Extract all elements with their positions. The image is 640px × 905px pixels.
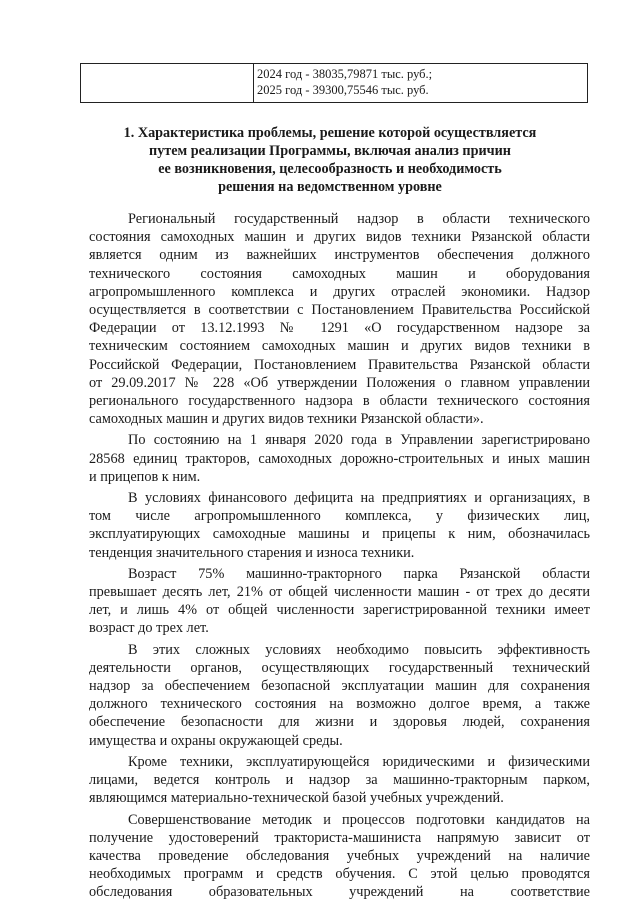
paragraph-line: осуществляется в соответствии с Постановлением Правительства Российской	[89, 302, 590, 319]
paragraph-line: надзор за обеспечением безопасной эксплуатации машин для сохранения	[89, 678, 590, 695]
paragraph-line: технического состояния самоходных машин и оборудования	[89, 265, 590, 282]
paragraph-line: эксплуатирующих самоходные машины и прицепы к ним, обозначилась	[89, 526, 590, 543]
budget-table-row	[81, 64, 588, 103]
paragraph	[89, 811, 590, 902]
paragraph-line: деятельности органов, осуществляющих государственный технический	[89, 659, 590, 676]
paragraph-line: техническим состоянием самоходных машин и других видов техники в	[89, 338, 590, 355]
paragraph-line: являющимся материально-технической базой учебных учреждений.	[89, 790, 504, 807]
paragraph-line: В условиях финансового дефицита на предприятиях и организациях, в	[128, 490, 590, 507]
paragraph-line: По состоянию на 1 января 2020 года в Управлении зарегистрировано	[128, 432, 590, 449]
budget-line-2025: 2025 год - 39300,75546 тыс. руб.	[257, 83, 429, 97]
section-heading	[110, 124, 550, 196]
paragraph-line: от 29.09.2017 № 228 «Об утверждении Положения о главном управлении	[89, 374, 590, 391]
paragraph-line: лет, и лишь 4% от общей численности зарегистрированной техники имеет	[89, 602, 590, 619]
paragraph	[89, 210, 590, 428]
paragraph-line: тенденция значительного старения и износа техники.	[89, 544, 415, 561]
paragraph-line: превышает десять лет, 21% от общей численности машин - от трех до десяти	[89, 584, 590, 601]
paragraph	[89, 753, 590, 808]
paragraph-line: обеспечение безопасности для жизни и здоровья людей, сохранения	[89, 714, 590, 731]
paragraph-line: получение удостоверений тракториста-машиниста напрямую зависит от	[89, 829, 590, 846]
paragraph-line: регионального государственного надзора в области технического состояния	[89, 393, 590, 410]
paragraph	[89, 565, 590, 638]
paragraph-line: Федерации от 13.12.1993 № 1291 «О государственном надзоре за	[89, 320, 590, 337]
budget-line-2024: 2024 год - 38035,79871 тыс. руб.;	[257, 67, 433, 81]
paragraph-line: качества проведение обследования учебных учреждений на наличие	[89, 847, 590, 864]
paragraph-line: Региональный государственный надзор в области технического	[128, 211, 590, 227]
paragraph-line: является одним из важнейших инструментов обеспечения должного	[89, 247, 590, 264]
paragraph	[89, 641, 590, 750]
paragraph-line: лицами, ведется контроль и надзор за машинно-тракторным парком,	[89, 772, 590, 789]
paragraph-line: Кроме техники, эксплуатирующейся юридическими и физическими	[128, 753, 590, 770]
paragraph	[89, 489, 590, 562]
paragraph-line: должного технического состояния на возможно долгое время, а также	[89, 696, 590, 713]
budget-table	[80, 63, 588, 103]
paragraph-line: В этих сложных условиях необходимо повысить эффективность	[128, 641, 590, 658]
section-heading-line: путем реализации Программы, включая анализ причин	[149, 143, 511, 159]
paragraph-line: имущества и охраны окружающей среды.	[89, 732, 343, 749]
paragraph-line: состояния самоходных машин и других видов техники Рязанской области	[89, 229, 590, 246]
section-heading-line: 1. Характеристика проблемы, решение которой осуществляется	[123, 125, 537, 141]
paragraph-line: 28568 единиц тракторов, самоходных дорожно-строительных и иных машин	[89, 450, 590, 467]
paragraph-line: Возраст 75% машинно-тракторного парка Рязанской области	[128, 565, 590, 582]
budget-table-values-cell	[254, 64, 588, 103]
paragraph-line: агропромышленного комплекса и других отраслей экономики. Надзор	[89, 283, 590, 300]
budget-table-empty-cell	[81, 64, 254, 103]
paragraph-line: самоходных машин и других видов техники Рязанской области».	[89, 411, 484, 428]
paragraph-line: возраст до трех лет.	[89, 620, 209, 637]
paragraph-line: Совершенствование методик и процессов подготовки кандидатов на	[128, 811, 590, 828]
paragraph-line: том числе агропромышленного комплекса, у физических лиц,	[89, 508, 590, 525]
paragraph-line: и прицепов к ним.	[89, 468, 201, 485]
section-heading-line: ее возникновения, целесообразность и необходимость	[158, 161, 502, 177]
paragraph-line: необходимых программ и средств обучения. С этой целью проводятся	[89, 866, 590, 883]
body-text	[89, 210, 590, 905]
paragraph-line: обследования образовательных учреждений на соответствие	[89, 884, 590, 901]
section-heading-line: решения на ведомственном уровне	[218, 179, 442, 195]
paragraph-line: Российской Федерации, Постановлением Правительства Рязанской области	[89, 356, 590, 373]
paragraph	[89, 431, 590, 486]
